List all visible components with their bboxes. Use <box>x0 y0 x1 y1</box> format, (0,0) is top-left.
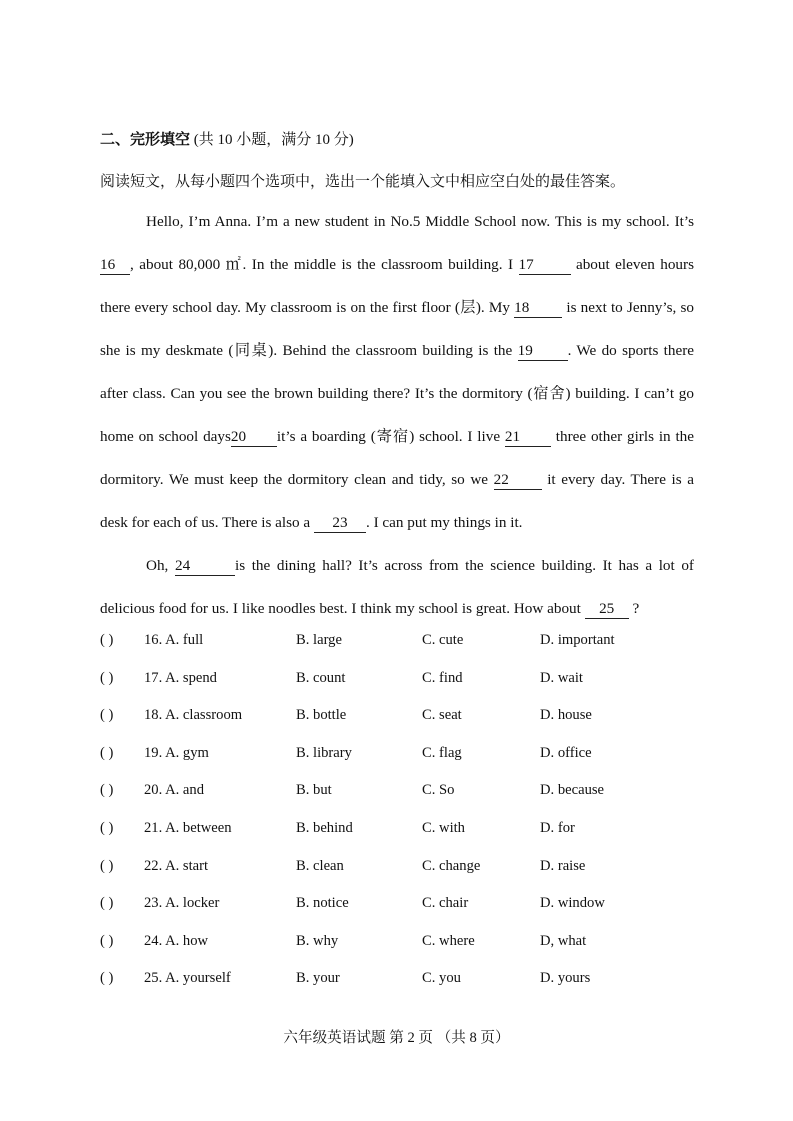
option-b: B. clean <box>296 857 344 874</box>
passage-text: about eleven hours <box>575 256 694 273</box>
section-title: 二、完形填空 <box>100 130 191 148</box>
option-c: C. find <box>422 669 463 686</box>
blank-20[interactable]: 20 <box>231 428 277 447</box>
answer-paren[interactable]: ( ) <box>100 819 114 836</box>
option-a: 16. A. full <box>144 632 204 648</box>
question-row-23 <box>100 887 700 925</box>
option-c: C. you <box>422 970 461 987</box>
option-b: B. but <box>296 782 332 799</box>
blank-23[interactable]: 23 <box>314 514 366 533</box>
option-a: 21. A. between <box>144 819 232 836</box>
option-b: B. library <box>296 744 352 761</box>
passage-line <box>100 329 694 372</box>
passage-line <box>100 286 694 329</box>
passage-text: ? <box>632 600 640 617</box>
question-row-16 <box>100 624 700 662</box>
passage-text: desk for each of us. There is also a <box>100 514 311 531</box>
passage-line <box>100 458 694 501</box>
blank-22[interactable]: 22 <box>494 471 542 490</box>
blank-18[interactable]: 18 <box>514 299 562 318</box>
option-d: D. raise <box>540 857 586 874</box>
passage-line <box>100 200 694 243</box>
answer-paren[interactable]: ( ) <box>100 669 114 686</box>
option-b: B. behind <box>296 819 353 836</box>
question-row-24 <box>100 925 700 963</box>
question-row-22 <box>100 850 700 888</box>
passage-text: it every day. There is a <box>547 471 694 488</box>
passage-text: dormitory. We must keep the dormitory clean and tidy, so we <box>100 471 489 488</box>
option-b: B. bottle <box>296 707 347 724</box>
passage-text: delicious food for us. I like noodles best. I think my school is great. How about <box>100 600 581 617</box>
answer-paren[interactable]: ( ) <box>100 970 114 987</box>
passage-text: it’s a boarding (寄宿) school. I live <box>276 428 501 445</box>
instruction-text: 阅读短文，从每小题四个选项中，选出一个能填入文中相应空白处的最佳答案。 <box>100 174 626 190</box>
option-a: 22. A. start <box>144 857 209 874</box>
option-a: 19. A. gym <box>144 744 209 761</box>
passage-line <box>100 372 694 415</box>
option-a: 24. A. how <box>144 932 209 949</box>
option-b: B. count <box>296 669 346 686</box>
option-b: B. large <box>296 632 342 648</box>
passage-text: there every school day. My classroom is on the first floor (层). My <box>100 299 510 316</box>
option-b: B. notice <box>296 895 349 912</box>
option-d: D. for <box>540 819 575 836</box>
passage-text: is the dining hall? It’s across from the science building. It has a lot of <box>234 557 694 574</box>
option-a: 20. A. and <box>144 782 204 799</box>
passage-text: home on school days <box>100 428 231 445</box>
option-c: C. where <box>422 932 475 949</box>
option-d: D. wait <box>540 669 583 686</box>
question-row-20 <box>100 774 700 812</box>
passage-text: she is my deskmate (同桌). Behind the classroom building is the <box>100 342 513 359</box>
option-a: 17. A. spend <box>144 669 217 686</box>
option-c: C. flag <box>422 744 462 761</box>
option-d: D. because <box>540 782 605 799</box>
passage-text: . I can put my things in it. <box>365 514 523 531</box>
passage-line <box>100 501 694 544</box>
option-c: C. seat <box>422 707 462 724</box>
answer-paren[interactable]: ( ) <box>100 857 114 874</box>
option-c: C. with <box>422 819 465 836</box>
answer-paren[interactable]: ( ) <box>100 632 114 648</box>
blank-19[interactable]: 19 <box>518 342 568 361</box>
option-d: D. office <box>540 744 592 761</box>
option-a: 18. A. classroom <box>144 707 243 724</box>
question-row-21 <box>100 812 700 850</box>
blank-17[interactable]: 17 <box>519 256 571 275</box>
passage-text: . We do sports there <box>567 342 694 359</box>
question-row-25 <box>100 962 700 1000</box>
passage-text: is next to Jenny’s, so <box>566 299 694 316</box>
section-heading <box>100 128 354 149</box>
question-options <box>100 624 700 1000</box>
option-d: D. yours <box>540 970 591 987</box>
option-d: D. house <box>540 707 592 724</box>
answer-paren[interactable]: ( ) <box>100 895 114 912</box>
answer-paren[interactable]: ( ) <box>100 707 114 724</box>
option-c: C. cute <box>422 632 464 648</box>
passage-text: , about 80,000 ㎡. In the middle is the classroom building. I <box>130 256 514 273</box>
option-a: 25. A. yourself <box>144 970 231 987</box>
answer-paren[interactable]: ( ) <box>100 744 114 761</box>
answer-paren[interactable]: ( ) <box>100 782 114 799</box>
option-d: D, what <box>540 932 587 949</box>
blank-25[interactable]: 25 <box>585 600 629 619</box>
option-a: 23. A. locker <box>144 895 220 912</box>
option-c: C. chair <box>422 895 469 912</box>
question-row-17 <box>100 662 700 700</box>
blank-16[interactable]: 16 <box>100 256 130 275</box>
option-c: C. change <box>422 857 481 874</box>
passage-line <box>100 243 694 286</box>
page-footer: 六年级英语试题 第 2 页 （共 8 页） <box>283 1030 510 1046</box>
question-row-18 <box>100 699 700 737</box>
blank-21[interactable]: 21 <box>505 428 551 447</box>
option-b: B. your <box>296 970 340 987</box>
blank-24[interactable]: 24 <box>175 557 235 576</box>
passage-text: Oh, <box>146 557 169 574</box>
option-d: D. window <box>540 895 605 912</box>
passage-text: three other girls in the <box>555 428 694 445</box>
option-d: D. important <box>540 632 615 648</box>
passage-text: after class. Can you see the brown building there? It’s the dormitory (宿舍) building. I can’t go <box>100 385 694 402</box>
answer-paren[interactable]: ( ) <box>100 932 114 949</box>
section-note: (共 10 小题，满分 10 分) <box>193 132 354 148</box>
option-b: B. why <box>296 932 339 949</box>
question-row-19 <box>100 737 700 775</box>
passage-text: Hello, I’m Anna. I’m a new student in No.5 Middle School now. This is my school. It’s <box>146 213 694 230</box>
passage-line <box>100 415 694 458</box>
cloze-passage <box>100 200 694 630</box>
passage-line <box>100 544 694 587</box>
option-c: C. So <box>422 782 455 799</box>
